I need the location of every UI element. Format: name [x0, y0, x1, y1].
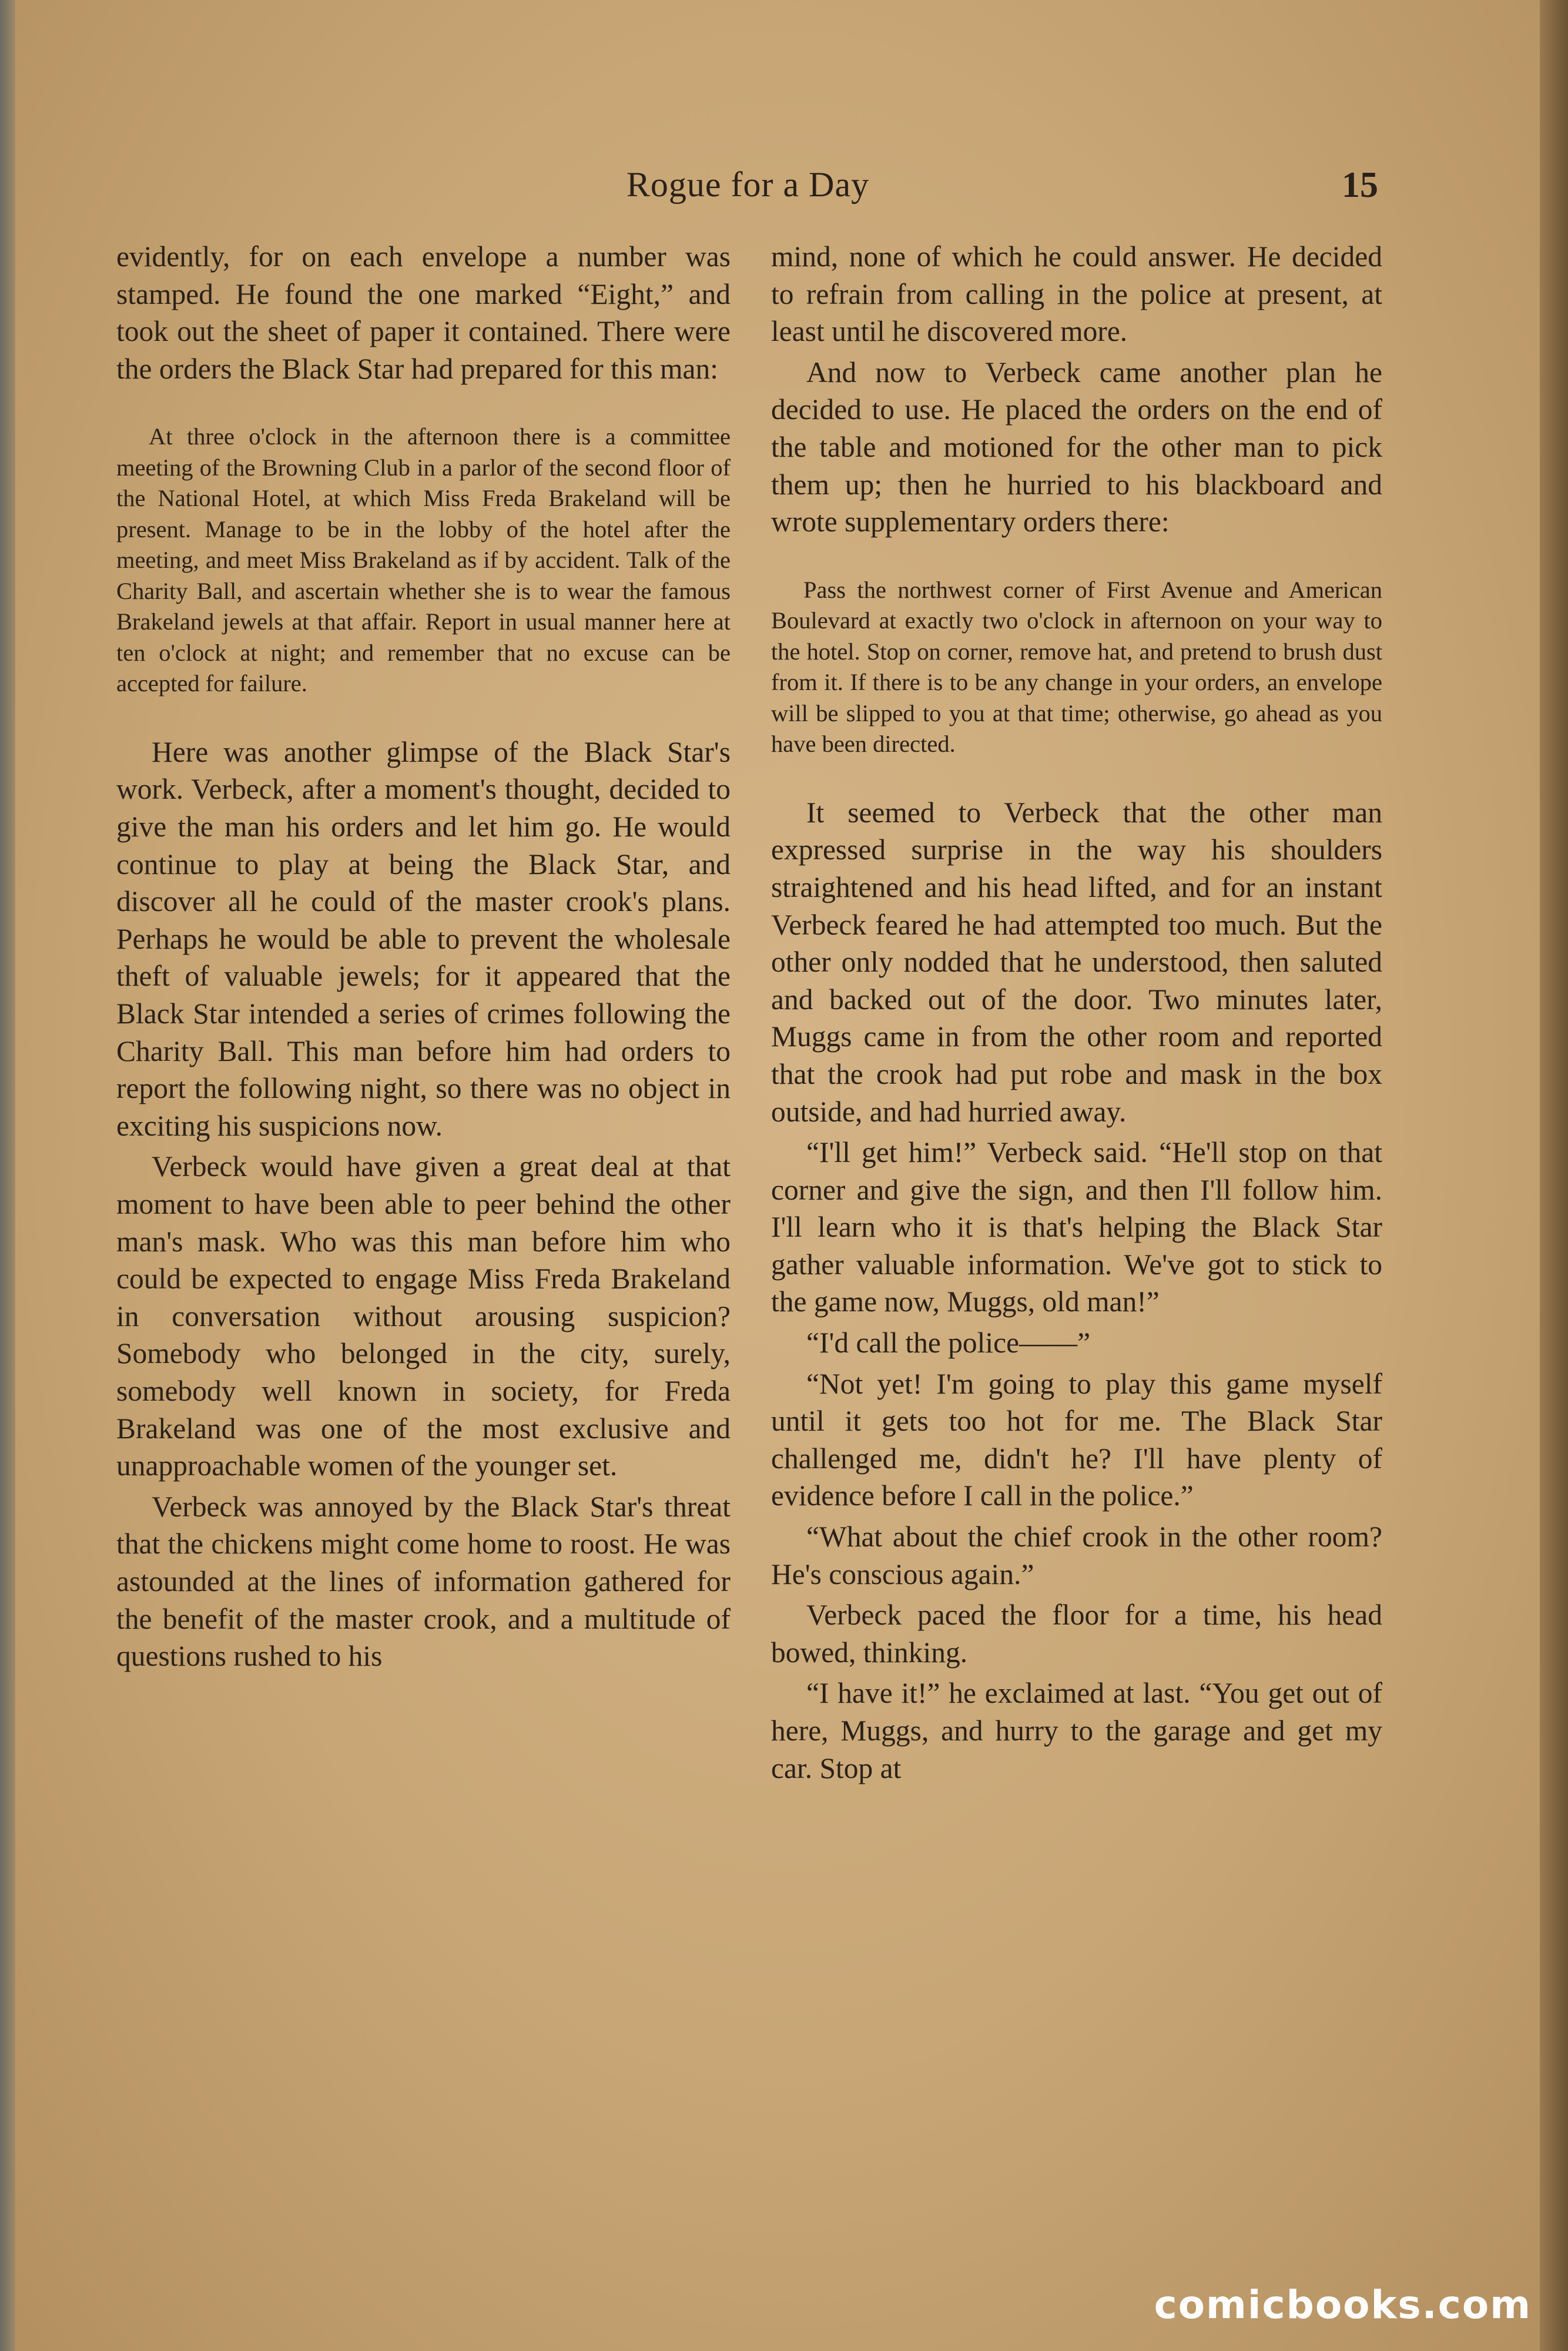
right-column: [771, 238, 1382, 2119]
right-paragraph-8: Verbeck paced the floor for a time, his head bowed, thinking.: [771, 1599, 1382, 1669]
page-number: 15: [1342, 165, 1378, 205]
right-orders-text: Pass the northwest corner of First Avenue and American Boulevard at exactly two o'clock in afternoon on your way to the hotel. Stop on corner, remove hat, and pretend to brush dust from it. If there is to be any change in your orders, an envelope will be slipped to you at that time; otherwise, go ahead as you have been directed.: [771, 576, 1382, 758]
page-header: [118, 165, 1378, 212]
right-paragraph-6: “Not yet! I'm going to play this game myself until it gets too hot for me. The Black Star challenged me, didn't he? I'll have plenty of evidence before I call in the police.”: [771, 1367, 1382, 1512]
left-orders-text: At three o'clock in the afternoon there is a committee meeting of the Browning Club in a parlor of the second floor of the National Hotel, at which Miss Freda Brakeland will be present. Manage to be in the lobby of the hotel after the meeting, and meet Miss Brakeland as if by accident. Talk of the Charity Ball, and ascertain whether she is to wear the famous Brakeland jewels at that affair. Report in usual manner here at ten o'clock at night; and remember that no excuse can be accepted for failure.: [116, 423, 731, 697]
right-paragraph-2: And now to Verbeck came another plan he decided to use. He placed the orders on the end of the table and motioned for the other man to pick them up; then he hurried to his blackboard and wrote supplementary orders there:: [771, 356, 1382, 538]
left-column: [116, 238, 731, 2119]
left-paragraph-4: Verbeck was annoyed by the Black Star's threat that the chickens might come home to roost. He was astounded at the lines of information gathered for the benefit of the master crook, and a multitude of questions rushed to his: [116, 1490, 731, 1673]
left-orders-block: [116, 421, 731, 699]
left-paragraph-3: Verbeck would have given a great deal at that moment to have been able to peer behind the other man's mask. Who was this man before him who could be expected to engage Miss Freda Brakeland in conversation without arousing suspicion? Somebody who belonged in the city, surely, somebody well known in society, for Freda Brakeland was one of the most exclusive and unapproachable women of the younger set.: [116, 1150, 731, 1482]
right-paragraph-9: “I have it!” he exclaimed at last. “You get out of here, Muggs, and hurry to the garage and get my car. Stop at: [771, 1677, 1382, 1784]
right-paragraph-1: mind, none of which he could answer. He decided to refrain from calling in the police at present, at least until he discovered more.: [771, 240, 1382, 348]
page-left-edge: [0, 0, 15, 2351]
right-paragraph-5: “I'd call the police——”: [806, 1327, 1091, 1359]
site-watermark: comicbooks.com: [1154, 2282, 1532, 2327]
left-paragraph-2: Here was another glimpse of the Black Star's work. Verbeck, after a moment's thought, decided to give the man his orders and let him go. He would continue to play at being the Black Star, and discover all he could of the master crook's plans. Perhaps he would be able to prevent the wholesale theft of valuable jewels; for it appeared that the Black Star intended a series of crimes following the Charity Ball. This man before him had orders to report the following night, so there was no object in exciting his suspicions now.: [116, 735, 731, 1142]
right-paragraph-7: “What about the chief crook in the other room? He's conscious again.”: [771, 1521, 1382, 1590]
right-paragraph-3: It seemed to Verbeck that the other man expressed surprise in the way his shoulders straightened and his head lifted, and for an instant Verbeck feared he had attempted too much. But the other only nodded that he understood, then saluted and backed out of the door. Two minutes later, Muggs came in from the other room and reported that the crook had put robe and mask in the box outside, and had hurried away.: [771, 796, 1382, 1128]
page-right-edge: [1540, 0, 1568, 2351]
left-paragraph-1: evidently, for on each envelope a number was stamped. He found the one marked “Eight,” and took out the sheet of paper it contained. There were the orders the Black Star had prepared for this man:: [116, 240, 731, 385]
running-title: Rogue for a Day: [626, 165, 870, 204]
right-orders-block: [771, 575, 1382, 760]
right-paragraph-4: “I'll get him!” Verbeck said. “He'll stop on that corner and give the sign, and then I'll follow him. I'll learn who it is that's helping the Black Star gather valuable information. We've got to stick to the game now, Muggs, old man!”: [771, 1136, 1382, 1318]
